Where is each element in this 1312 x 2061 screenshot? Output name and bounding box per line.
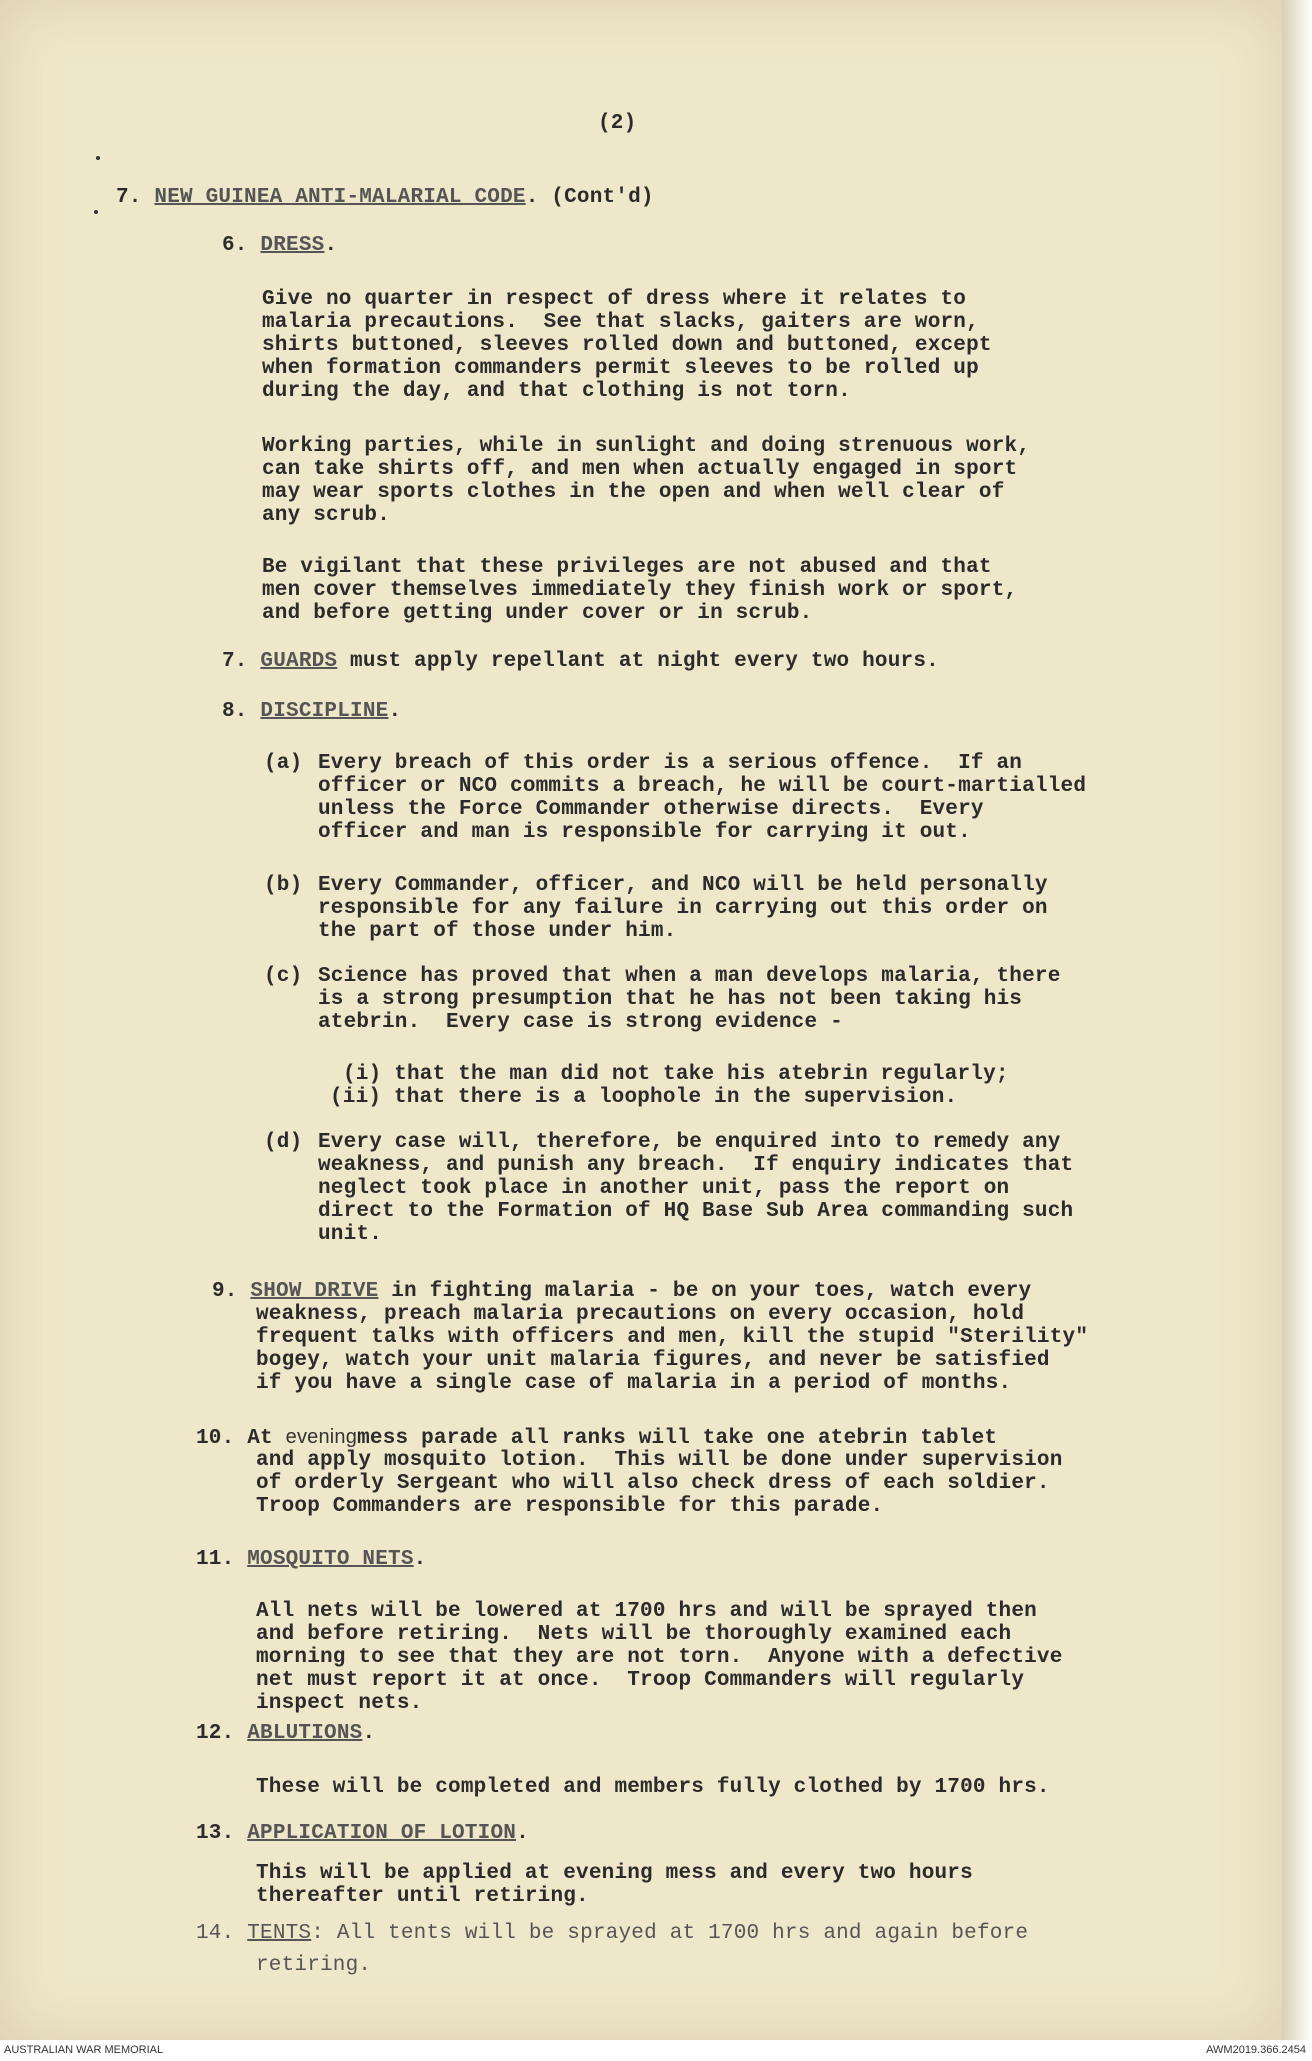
item-discipline-heading [222, 700, 401, 723]
item-number: 14. [196, 1922, 235, 1945]
item-title: TENTS [247, 1922, 312, 1945]
section-heading [116, 186, 654, 209]
dress-para2-line: may wear sports clothes in the open and when well clear of [262, 481, 1005, 504]
tents-line: retiring. [256, 1954, 372, 1977]
discipline-b-line: Every Commander, officer, and NCO will be held personally [318, 874, 1048, 897]
discipline-c-line: is a strong presumption that he has not been taking his [318, 988, 1023, 1011]
page-edge [1282, 0, 1312, 2040]
ablutions-line: These will be completed and members fully clothed by 1700 hrs. [256, 1776, 1050, 1799]
lotion-line: This will be applied at evening mess and every two hours [256, 1862, 973, 1885]
footer-credit: AUSTRALIAN WAR MEMORIAL [4, 2044, 164, 2056]
dress-para1-line: Give no quarter in respect of dress where it relates to [262, 288, 967, 311]
footer-reference: AWM2019.366.2454 [1206, 2044, 1306, 2056]
show-drive-line: if you have a single case of malaria in a period of months. [256, 1372, 1012, 1395]
discipline-c-line: atebrin. Every case is strong evidence - [318, 1011, 843, 1034]
show-drive-line: weakness, preach malaria precautions on every occasion, hold [256, 1303, 1025, 1326]
discipline-d-line: direct to the Formation of HQ Base Sub Area commanding such [318, 1200, 1074, 1223]
item-title: APPLICATION OF LOTION [247, 1822, 517, 1845]
item-number: 13. [196, 1822, 235, 1845]
item-guards [222, 650, 939, 673]
discipline-d-line: neglect took place in another unit, pass the report on [318, 1177, 1010, 1200]
margin-mark [96, 156, 100, 160]
nets-line: All nets will be lowered at 1700 hrs and will be sprayed then [256, 1600, 1037, 1623]
margin-mark [94, 210, 98, 214]
page-number: (2) [598, 112, 637, 135]
dress-para2-line: any scrub. [262, 504, 391, 527]
dress-para3-line: and before getting under cover or in scrub. [262, 602, 813, 625]
item-text: in fighting malaria - be on your toes, watch every [378, 1280, 1032, 1303]
item-title-suffix: . [516, 1822, 529, 1845]
item-ablutions-heading [196, 1722, 375, 1745]
show-drive-line: bogey, watch your unit malaria figures, and never be satisfied [256, 1349, 1050, 1372]
item-title-suffix: . [324, 234, 338, 257]
discipline-d-line: unit. [318, 1223, 383, 1246]
item-title: DISCIPLINE [260, 700, 389, 723]
item-number: 12. [196, 1722, 235, 1745]
item-lotion-heading [196, 1822, 529, 1845]
item-title: DRESS [260, 234, 325, 257]
item-title: SHOW DRIVE [250, 1280, 379, 1303]
discipline-c-ii: (ii) that there is a loophole in the supervision. [330, 1086, 958, 1109]
item-title: ABLUTIONS [247, 1722, 363, 1745]
parade-line: Troop Commanders are responsible for this parade. [256, 1495, 884, 1518]
item-nets-heading [196, 1548, 426, 1571]
item-show-drive [212, 1280, 1031, 1303]
parade-line: and apply mosquito lotion. This will be done under supervision [256, 1449, 1063, 1472]
discipline-c-i: (i) that the man did not take his atebrin regularly; [343, 1063, 1009, 1086]
discipline-b-line: the part of those under him. [318, 920, 677, 943]
parade-line: of orderly Sergeant who will also check dress of each soldier. [256, 1472, 1050, 1495]
dress-para1-line: shirts buttoned, sleeves rolled down and buttoned, except [262, 334, 992, 357]
item-dress-heading [222, 234, 337, 257]
item-tents [196, 1922, 1028, 1945]
subitem-label: (b) [264, 874, 303, 897]
item-number: 11. [196, 1548, 235, 1571]
section-number: 7. [116, 186, 142, 209]
item-text: At [247, 1427, 286, 1450]
discipline-b-line: responsible for any failure in carrying out this order on [318, 897, 1048, 920]
item-number: 6. [222, 234, 248, 257]
item-title-suffix: . [413, 1548, 427, 1571]
item-number: 7. [222, 650, 248, 673]
discipline-d-line: Every case will, therefore, be enquired into to remedy any [318, 1131, 1061, 1154]
item-text: : All tents will be sprayed at 1700 hrs and again before [311, 1922, 1029, 1945]
handwritten-insert: evening [285, 1426, 358, 1448]
item-title: MOSQUITO NETS [247, 1548, 414, 1571]
discipline-a-line: unless the Force Commander otherwise directs. Every [318, 798, 984, 821]
dress-para2-line: can take shirts off, and men when actually engaged in sport [262, 458, 1018, 481]
discipline-a-line: officer and man is responsible for carrying it out. [318, 821, 971, 844]
item-number: 9. [212, 1280, 238, 1303]
nets-line: morning to see that they are not torn. Anyone with a defective [256, 1646, 1063, 1669]
nets-line: and before retiring. Nets will be thoroughly examined each [256, 1623, 1012, 1646]
dress-para1-line: during the day, and that clothing is not torn. [262, 380, 851, 403]
item-text: mess parade all ranks will take one atebrin tablet [357, 1427, 998, 1450]
footer-bar [0, 2040, 1312, 2061]
discipline-d-line: weakness, and punish any breach. If enquiry indicates that [318, 1154, 1074, 1177]
item-title-suffix: . [362, 1722, 376, 1745]
item-number: 8. [222, 700, 248, 723]
show-drive-line: frequent talks with officers and men, kill the stupid "Sterility" [256, 1326, 1089, 1349]
item-number: 10. [196, 1427, 235, 1450]
nets-line: inspect nets. [256, 1692, 423, 1715]
section-suffix: . (Cont'd) [525, 186, 654, 209]
subitem-label: (a) [264, 752, 303, 775]
discipline-a-line: officer or NCO commits a breach, he will be court-martialled [318, 775, 1087, 798]
dress-para1-line: malaria precautions. See that slacks, gaiters are worn, [262, 311, 979, 334]
discipline-c-line: Science has proved that when a man develops malaria, there [318, 965, 1061, 988]
dress-para3-line: Be vigilant that these privileges are not abused and that [262, 556, 992, 579]
item-title: GUARDS [260, 650, 338, 673]
lotion-line: thereafter until retiring. [256, 1885, 589, 1908]
discipline-a-line: Every breach of this order is a serious offence. If an [318, 752, 1023, 775]
section-title: NEW GUINEA ANTI-MALARIAL CODE [154, 186, 526, 209]
nets-line: net must report it at once. Troop Commanders will regularly [256, 1669, 1025, 1692]
item-parade [196, 1426, 997, 1450]
subitem-label: (c) [264, 965, 303, 988]
dress-para1-line: when formation commanders permit sleeves to be rolled up [262, 357, 979, 380]
dress-para2-line: Working parties, while in sunlight and doing strenuous work, [262, 435, 1031, 458]
subitem-label: (d) [264, 1131, 303, 1154]
dress-para3-line: men cover themselves immediately they finish work or sport, [262, 579, 1018, 602]
item-title-suffix: . [388, 700, 402, 723]
item-text: must apply repellant at night every two hours. [337, 650, 939, 673]
